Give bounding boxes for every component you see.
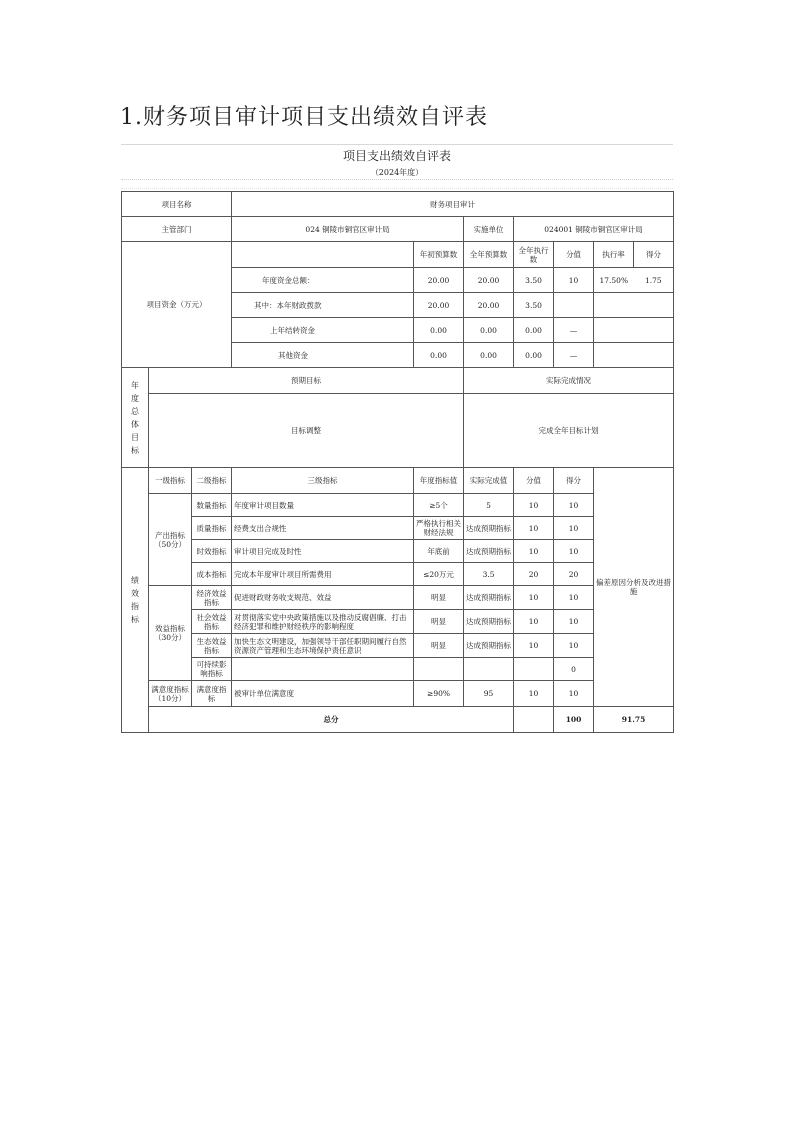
weight-cell: 10 (514, 494, 554, 517)
funds-row-name: 上年结转资金 (232, 318, 414, 343)
annual-goal-label-text: 年度总体目标 (131, 380, 139, 455)
funds-executed: 3.50 (514, 268, 554, 293)
level3-header: 三级指标 (232, 468, 414, 494)
actual-cell: 达成预期指标 (464, 610, 514, 634)
score-cell: 10 (554, 494, 594, 517)
indicator-row (122, 563, 674, 586)
level1-satisfaction: 满意度指标（10分） (149, 681, 192, 707)
level1-output: 产出指标（50分） (149, 494, 192, 586)
level2-cell: 可持续影响指标 (192, 658, 232, 681)
funds-score-value (554, 293, 594, 318)
actual-cell: 95 (464, 681, 514, 707)
funds-row-name: 其中：本年财政拨款 (232, 293, 414, 318)
goal-header-row (122, 368, 674, 394)
score-cell: 0 (554, 658, 594, 681)
actual-cell (464, 658, 514, 681)
actual-cell: 达成预期指标 (464, 634, 514, 658)
department-label: 主管部门 (122, 217, 232, 242)
weight-cell: 10 (514, 517, 554, 540)
project-name-value: 财务项目审计 (232, 192, 674, 217)
funds-initial: 20.00 (414, 293, 464, 318)
indicator-row (122, 681, 674, 707)
form-year: （2024年度） (121, 167, 673, 180)
level3-cell: 经费支出合规性 (232, 517, 414, 540)
funds-header-blank (232, 242, 414, 268)
level3-cell: 完成本年度审计项目所需费用 (232, 563, 414, 586)
funds-header-row (122, 242, 674, 268)
actual-header: 实际完成值 (464, 468, 514, 494)
funds-rate-score (594, 343, 674, 368)
funds-initial: 0.00 (414, 343, 464, 368)
level3-cell (232, 658, 414, 681)
funds-header: 分值 (554, 242, 594, 268)
evaluation-table (121, 191, 674, 733)
actual-goal: 完成全年目标计划 (464, 394, 674, 468)
weight-cell (514, 658, 554, 681)
level3-cell: 被审计单位满意度 (232, 681, 414, 707)
total-label: 总分 (149, 707, 514, 733)
self-evaluation-form (121, 144, 673, 733)
document-heading: 1.财务项目审计项目支出绩效自评表 (120, 105, 488, 130)
weight-header: 分值 (514, 468, 554, 494)
score-cell: 10 (554, 540, 594, 563)
goal-content-row (122, 394, 674, 468)
total-score: 91.75 (594, 707, 674, 733)
target-header: 年度指标值 (414, 468, 464, 494)
funds-score-value: — (554, 343, 594, 368)
weight-cell: 20 (514, 563, 554, 586)
department-row (122, 217, 674, 242)
score-header: 得分 (554, 468, 594, 494)
weight-cell: 10 (514, 540, 554, 563)
weight-cell: 10 (514, 634, 554, 658)
indicator-row (122, 610, 674, 634)
indicator-row (122, 494, 674, 517)
perf-label (122, 468, 149, 733)
expected-goal-header: 预期目标 (149, 368, 464, 394)
score-cell: 10 (554, 517, 594, 540)
score-cell: 10 (554, 586, 594, 610)
funds-score-value: — (554, 318, 594, 343)
target-cell: 明显 (414, 634, 464, 658)
funds-rate-score (594, 293, 674, 318)
expected-goal: 目标调整 (149, 394, 464, 468)
level2-cell: 数量指标 (192, 494, 232, 517)
actual-cell: 3.5 (464, 563, 514, 586)
target-cell: 明显 (414, 610, 464, 634)
form-title: 项目支出绩效自评表 (121, 144, 673, 167)
level2-cell: 经济效益指标 (192, 586, 232, 610)
weight-cell: 10 (514, 586, 554, 610)
funds-row-name: 年度资金总额： (232, 268, 414, 293)
funds-annual: 0.00 (464, 343, 514, 368)
weight-cell: 10 (514, 610, 554, 634)
level2-cell: 满意度指标 (192, 681, 232, 707)
actual-cell: 5 (464, 494, 514, 517)
actual-goal-header: 实际完成情况 (464, 368, 674, 394)
total-row (122, 707, 674, 733)
funds-executed: 0.00 (514, 318, 554, 343)
target-cell: ≥5个 (414, 494, 464, 517)
level3-cell: 审计项目完成及时性 (232, 540, 414, 563)
rate-header: 执行率 (594, 242, 634, 267)
indicator-row (122, 658, 674, 681)
indicator-row (122, 517, 674, 540)
project-name-label: 项目名称 (122, 192, 232, 217)
indicator-row (122, 586, 674, 610)
actual-cell: 达成预期指标 (464, 540, 514, 563)
annual-goal-label (122, 368, 149, 468)
level3-cell: 加快生态文明建设，加强领导干部任职期间履行自然资源资产管理和生态环境保护责任意识 (232, 634, 414, 658)
perf-header-row (122, 468, 674, 494)
score-cell: 10 (554, 634, 594, 658)
blank-grid-row (121, 180, 673, 189)
funds-executed: 3.50 (514, 293, 554, 318)
funds-rate-score (594, 318, 674, 343)
level3-cell: 对贯彻落实党中央政策措施以及推动反腐倡廉、打击经济犯罪和维护财经秩序的影响程度 (232, 610, 414, 634)
level2-cell: 时效指标 (192, 540, 232, 563)
funds-row-name: 其他资金 (232, 343, 414, 368)
unit-label: 实施单位 (464, 217, 514, 242)
funds-header (594, 242, 674, 268)
weight-cell: 10 (514, 681, 554, 707)
level1-benefit: 效益指标（30分） (149, 586, 192, 681)
funds-header: 全年执行数 (514, 242, 554, 268)
level1-header: 一级指标 (149, 468, 192, 494)
funds-initial: 0.00 (414, 318, 464, 343)
target-cell: 严格执行相关财经法规 (414, 517, 464, 540)
funds-executed: 0.00 (514, 343, 554, 368)
level2-header: 二级指标 (192, 468, 232, 494)
total-weight: 100 (554, 707, 594, 733)
target-cell: 年底前 (414, 540, 464, 563)
target-cell: ≥90% (414, 681, 464, 707)
level3-cell: 促进财政财务收支规范、效益 (232, 586, 414, 610)
funds-rate: 17.50% (599, 275, 629, 285)
funds-label: 项目资金（万元） (122, 242, 232, 368)
target-cell: 明显 (414, 586, 464, 610)
indicator-row (122, 540, 674, 563)
department-value: 024 铜陵市铜官区审计局 (232, 217, 464, 242)
level2-cell: 质量指标 (192, 517, 232, 540)
funds-annual: 0.00 (464, 318, 514, 343)
unit-value: 024001 铜陵市铜官区审计局 (514, 217, 674, 242)
project-name-row (122, 192, 674, 217)
funds-initial: 20.00 (414, 268, 464, 293)
funds-score-value: 10 (554, 268, 594, 293)
level2-cell: 生态效益指标 (192, 634, 232, 658)
score-cell: 20 (554, 563, 594, 586)
funds-annual: 20.00 (464, 268, 514, 293)
level2-cell: 社会效益指标 (192, 610, 232, 634)
funds-header: 全年预算数 (464, 242, 514, 268)
funds-score: 1.75 (644, 275, 662, 285)
funds-rate-score (594, 268, 674, 293)
target-cell: ≤20万元 (414, 563, 464, 586)
score-header: 得分 (646, 250, 662, 259)
indicator-row (122, 634, 674, 658)
perf-label-text: 绩效指标 (131, 576, 139, 624)
score-cell: 10 (554, 681, 594, 707)
funds-header: 年初预算数 (414, 242, 464, 268)
level2-cell: 成本指标 (192, 563, 232, 586)
target-cell (414, 658, 464, 681)
funds-annual: 20.00 (464, 293, 514, 318)
total-blank (514, 707, 554, 733)
score-cell: 10 (554, 610, 594, 634)
level3-cell: 年度审计项目数量 (232, 494, 414, 517)
actual-cell: 达成预期指标 (464, 517, 514, 540)
deviation-header: 偏差原因分析及改进措施 (594, 468, 674, 707)
actual-cell: 达成预期指标 (464, 586, 514, 610)
